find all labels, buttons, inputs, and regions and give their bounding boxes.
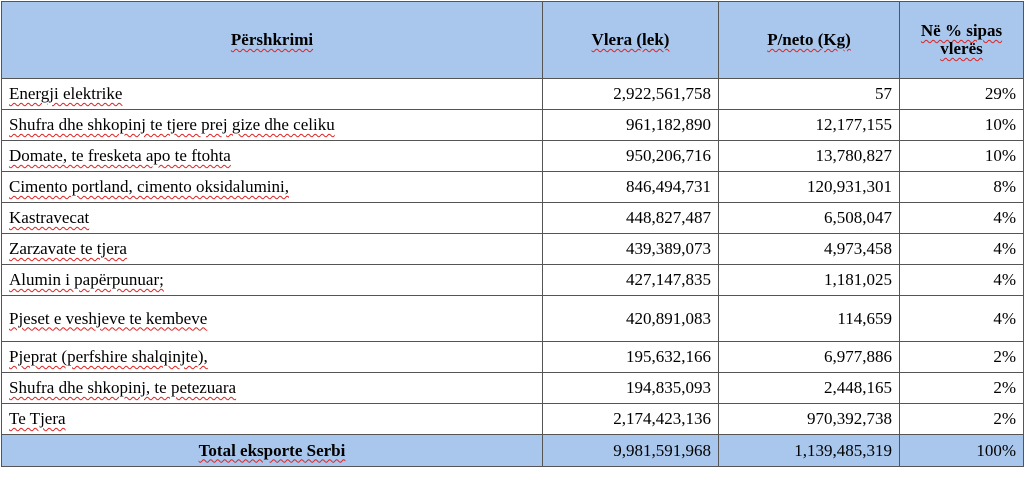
header-value: Vlera (lek) xyxy=(543,2,719,79)
row-percent: 2% xyxy=(900,373,1024,404)
row-net-weight: 4,973,458 xyxy=(719,234,900,265)
row-description: Energji elektrike xyxy=(2,79,543,110)
row-percent: 2% xyxy=(900,404,1024,435)
total-percent: 100% xyxy=(900,435,1024,467)
row-percent: 4% xyxy=(900,203,1024,234)
serbia-exports-table xyxy=(1,1,1024,467)
table-row xyxy=(2,265,1024,296)
row-net-weight: 120,931,301 xyxy=(719,172,900,203)
row-value: 2,174,423,136 xyxy=(543,404,719,435)
row-percent: 4% xyxy=(900,265,1024,296)
row-description: Te Tjera xyxy=(2,404,543,435)
table-row xyxy=(2,203,1024,234)
table-row xyxy=(2,373,1024,404)
row-value: 420,891,083 xyxy=(543,296,719,342)
row-net-weight: 114,659 xyxy=(719,296,900,342)
row-net-weight: 1,181,025 xyxy=(719,265,900,296)
row-net-weight: 13,780,827 xyxy=(719,141,900,172)
table-row xyxy=(2,172,1024,203)
row-value: 2,922,561,758 xyxy=(543,79,719,110)
row-percent: 4% xyxy=(900,296,1024,342)
row-net-weight: 12,177,155 xyxy=(719,110,900,141)
row-description: Pjeprat (perfshire shalqinjte), xyxy=(2,342,543,373)
row-value: 961,182,890 xyxy=(543,110,719,141)
table-row xyxy=(2,110,1024,141)
row-description: Shufra dhe shkopinj, te petezuara xyxy=(2,373,543,404)
table-row xyxy=(2,404,1024,435)
row-description: Alumin i papërpunuar; xyxy=(2,265,543,296)
row-description: Pjeset e veshjeve te kembeve xyxy=(2,296,543,342)
row-value: 195,632,166 xyxy=(543,342,719,373)
total-net-weight: 1,139,485,319 xyxy=(719,435,900,467)
row-value: 194,835,093 xyxy=(543,373,719,404)
total-row xyxy=(2,435,1024,467)
row-percent: 4% xyxy=(900,234,1024,265)
row-description: Zarzavate te tjera xyxy=(2,234,543,265)
row-value: 439,389,073 xyxy=(543,234,719,265)
row-percent: 10% xyxy=(900,141,1024,172)
header-percent: Në % sipas vlerës xyxy=(900,2,1024,79)
header-row xyxy=(2,2,1024,79)
table-row xyxy=(2,79,1024,110)
row-percent: 2% xyxy=(900,342,1024,373)
row-value: 846,494,731 xyxy=(543,172,719,203)
row-description: Kastravecat xyxy=(2,203,543,234)
row-net-weight: 6,977,886 xyxy=(719,342,900,373)
row-net-weight: 6,508,047 xyxy=(719,203,900,234)
row-net-weight: 2,448,165 xyxy=(719,373,900,404)
table-row xyxy=(2,234,1024,265)
row-net-weight: 57 xyxy=(719,79,900,110)
row-value: 950,206,716 xyxy=(543,141,719,172)
total-description: Total eksporte Serbi xyxy=(2,435,543,467)
row-value: 427,147,835 xyxy=(543,265,719,296)
header-description: Përshkrimi xyxy=(2,2,543,79)
row-percent: 8% xyxy=(900,172,1024,203)
row-net-weight: 970,392,738 xyxy=(719,404,900,435)
row-percent: 29% xyxy=(900,79,1024,110)
total-value: 9,981,591,968 xyxy=(543,435,719,467)
header-net-weight: P/neto (Kg) xyxy=(719,2,900,79)
table-row xyxy=(2,296,1024,342)
row-description: Cimento portland, cimento oksidalumini, xyxy=(2,172,543,203)
row-percent: 10% xyxy=(900,110,1024,141)
row-description: Shufra dhe shkopinj te tjere prej gize dhe celiku xyxy=(2,110,543,141)
table-row xyxy=(2,141,1024,172)
row-value: 448,827,487 xyxy=(543,203,719,234)
table-row xyxy=(2,342,1024,373)
row-description: Domate, te fresketa apo te ftohta xyxy=(2,141,543,172)
